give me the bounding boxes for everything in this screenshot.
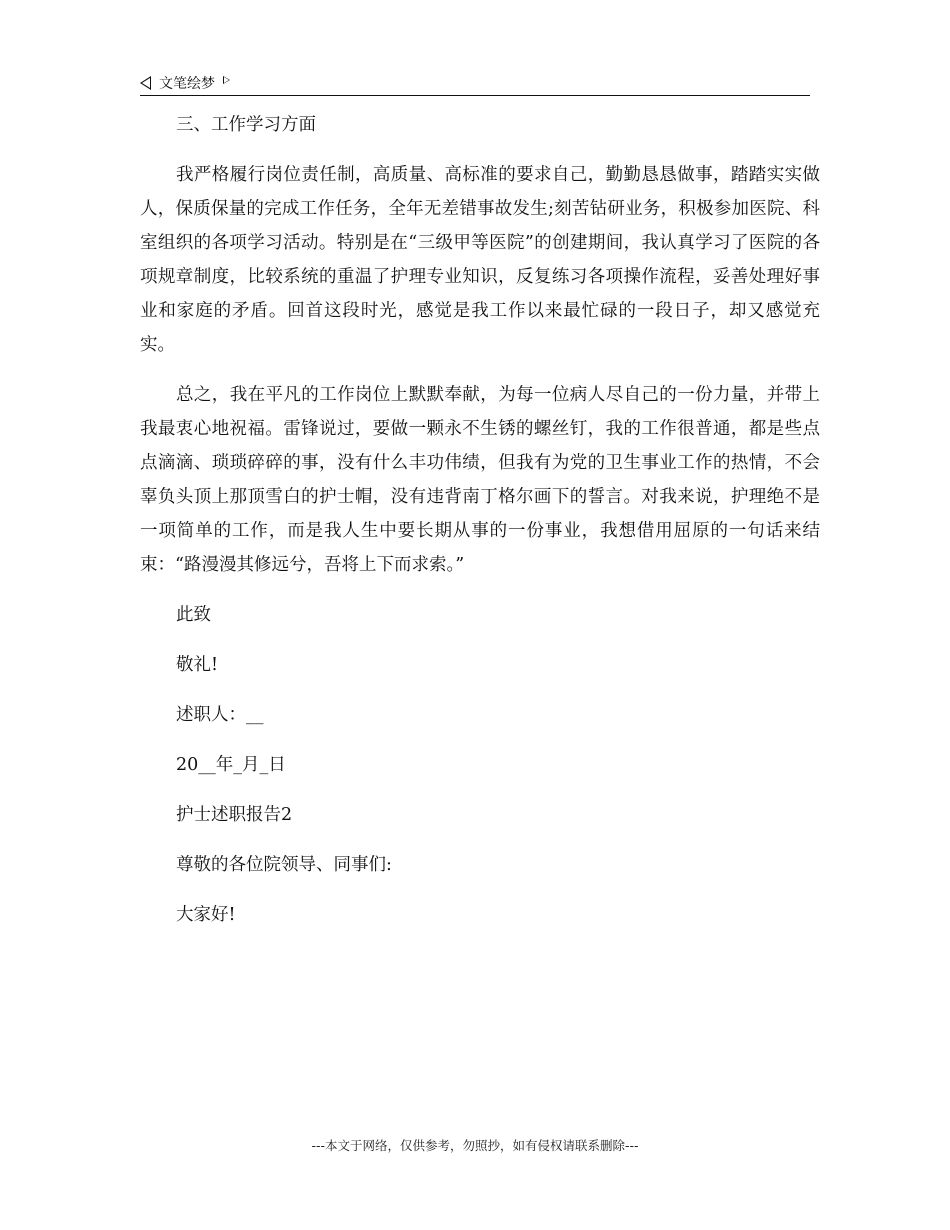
paragraph-work-study: 我严格履行岗位责任制，高质量、高标准的要求自己，勤勤恳恳做事，踏踏实实做人，保质保量的完成工作任务，全年无差错事故发生;刻苦钻研业务，积极参加医院、科室组织的各项学习活动。特别是在“三级甲等医院”的创建期间，我认真学习了医院的各项规章制度，比较系统的重温了护理专业知识，反复练习各项操作流程，妥善处理好事业和家庭的矛盾。回首这段时光，感觉是我工作以来最忙碌的一段日子，却又感觉充实。 — [140, 165, 820, 355]
document-body — [140, 108, 820, 948]
section-heading: 三、工作学习方面 — [176, 115, 316, 135]
triangle-right-icon — [223, 76, 230, 84]
report-date: 20__年_月_日 — [176, 755, 286, 775]
page-header — [140, 72, 810, 94]
greeting-addressee: 尊敬的各位院领导、同事们: — [176, 855, 392, 875]
reporter-signature: 述职人：__ — [176, 705, 264, 725]
paragraph-summary: 总之，我在平凡的工作岗位上默默奉献，为每一位病人尽自己的一份力量，并带上我最衷心地祝福。雷锋说过，要做一颗永不生锈的螺丝钉，我的工作很普通，都是些点点滴滴、琐琐碎碎的事，没有什么丰功伟绩，但我有为党的卫生事业工作的热情，不会辜负头顶上那顶雪白的护士帽，没有违背南丁格尔画下的誓言。对我来说，护理绝不是一项简单的工作，而是我人生中要长期从事的一份事业，我想借用屈原的一句话来结束：“路漫漫其修远兮，吾将上下而求索。” — [140, 385, 820, 575]
greeting: 大家好! — [176, 905, 236, 925]
closing-regards: 敬礼! — [176, 655, 219, 675]
header-divider — [140, 95, 810, 96]
header-title: 文笔绘梦 — [159, 76, 215, 92]
closing-salutation: 此致 — [176, 605, 211, 625]
report-title: 护士述职报告2 — [176, 805, 293, 825]
triangle-left-icon — [140, 76, 151, 90]
page-footer: ---本文于网络，仅供参考，勿照抄，如有侵权请联系删除--- — [311, 1138, 639, 1153]
